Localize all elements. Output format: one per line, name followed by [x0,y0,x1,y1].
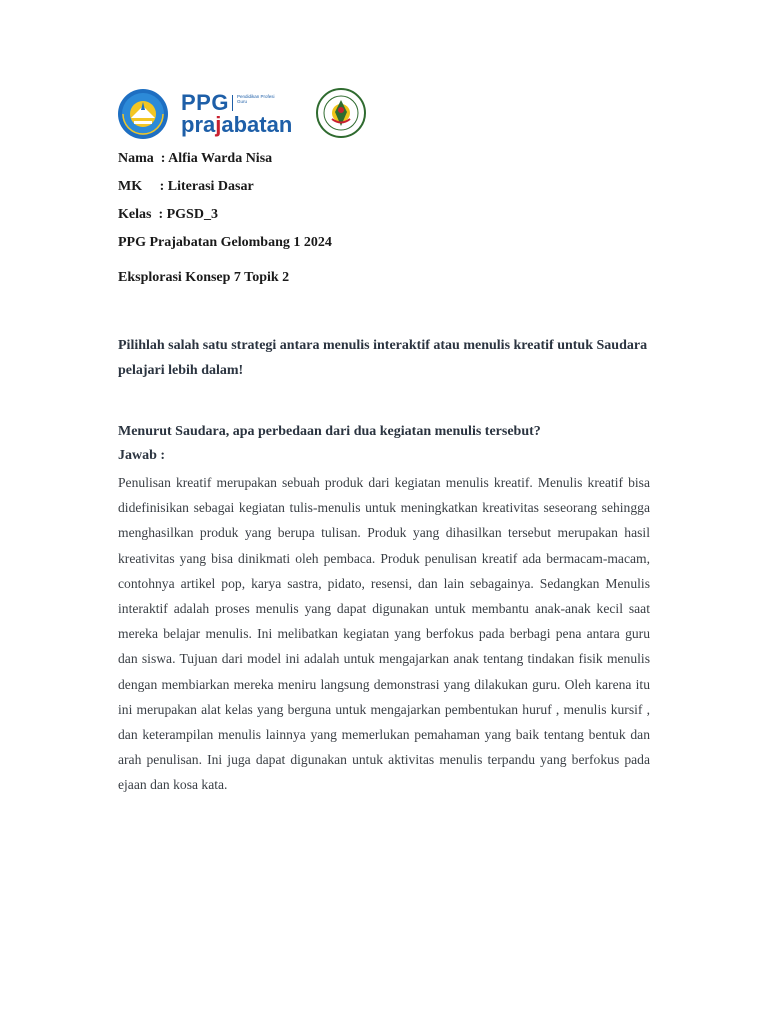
ppg-prajabatan-wordmark [181,90,292,136]
logo-prajabatan-mid: j [215,112,222,137]
logo-ppg-word: PPG [181,90,229,115]
answer-label: Jawab : [118,448,166,463]
logo-prajabatan-pre: pra [181,112,216,137]
program-name: PPG Prajabatan Gelombang 1 2024 [118,235,332,250]
class-name: Kelas : PGSD_3 [118,207,218,222]
answer-paragraph: Penulisan kreatif merupakan sebuah produk dari kegiatan menulis kreatif. Menulis kreatif bisa didefinisikan sebagai kegiatan tulis-menulis untuk meningkatkan kreativitas seseorang sehingga menghasilkan produk yang berupa tulisan. Produk yang dihasilkan tersebut merupakan hasil kreativitas yang bisa dinikmati oleh pembaca. Produk penulisan kreatif ada bermacam-macam, contohnya artikel pop, karya sastra, pidato, resensi, dan lain sebagainya. Sedangkan Menulis interaktif adalah proses menulis yang dapat digunakan untuk membantu anak-anak kecil saat mereka belajar menulis. Ini melibatkan kegiatan yang berfokus pada berbagi pena antara guru dan siswa. Tujuan dari model ini adalah untuk mengajarkan anak tentang tindakan fisik menulis dengan membiarkan mereka meniru langsung demonstrasi yang dilakukan guru. Oleh karena itu ini merupakan alat kelas yang berguna untuk mengajarkan pembentukan huruf , menulis kursif , dan keterampilan menulis lainnya yang memerlukan pemahaman yang baik tentang bentuk dan arah penulisan. Ini juga dapat digunakan untuk aktivitas menulis terpandu yang berfokus pada ejaan dan kosa kata. [118,475,650,793]
header-logos [117,86,377,142]
unimed-seal-icon [316,86,366,140]
course-name: MK : Literasi Dasar [118,179,254,194]
logo-divider [232,95,233,111]
logo-ppg-subtitle: Pendidikan Profesi Guru [237,94,275,104]
instruction-text: Pilihlah salah satu strategi antara menulis interaktif atau menulis kreatif untuk Saudara pelajari lebih dalam! [118,338,648,378]
logo-prajabatan-word [181,114,292,136]
question-text: Menurut Saudara, apa perbedaan dari dua kegiatan menulis tersebut? [118,424,541,439]
topic-heading: Eksplorasi Konsep 7 Topik 2 [118,270,290,285]
kemdikbud-logo-icon [117,88,169,140]
logo-prajabatan-post: abatan [221,112,293,137]
student-name: Nama : Alfia Warda Nisa [118,151,273,166]
